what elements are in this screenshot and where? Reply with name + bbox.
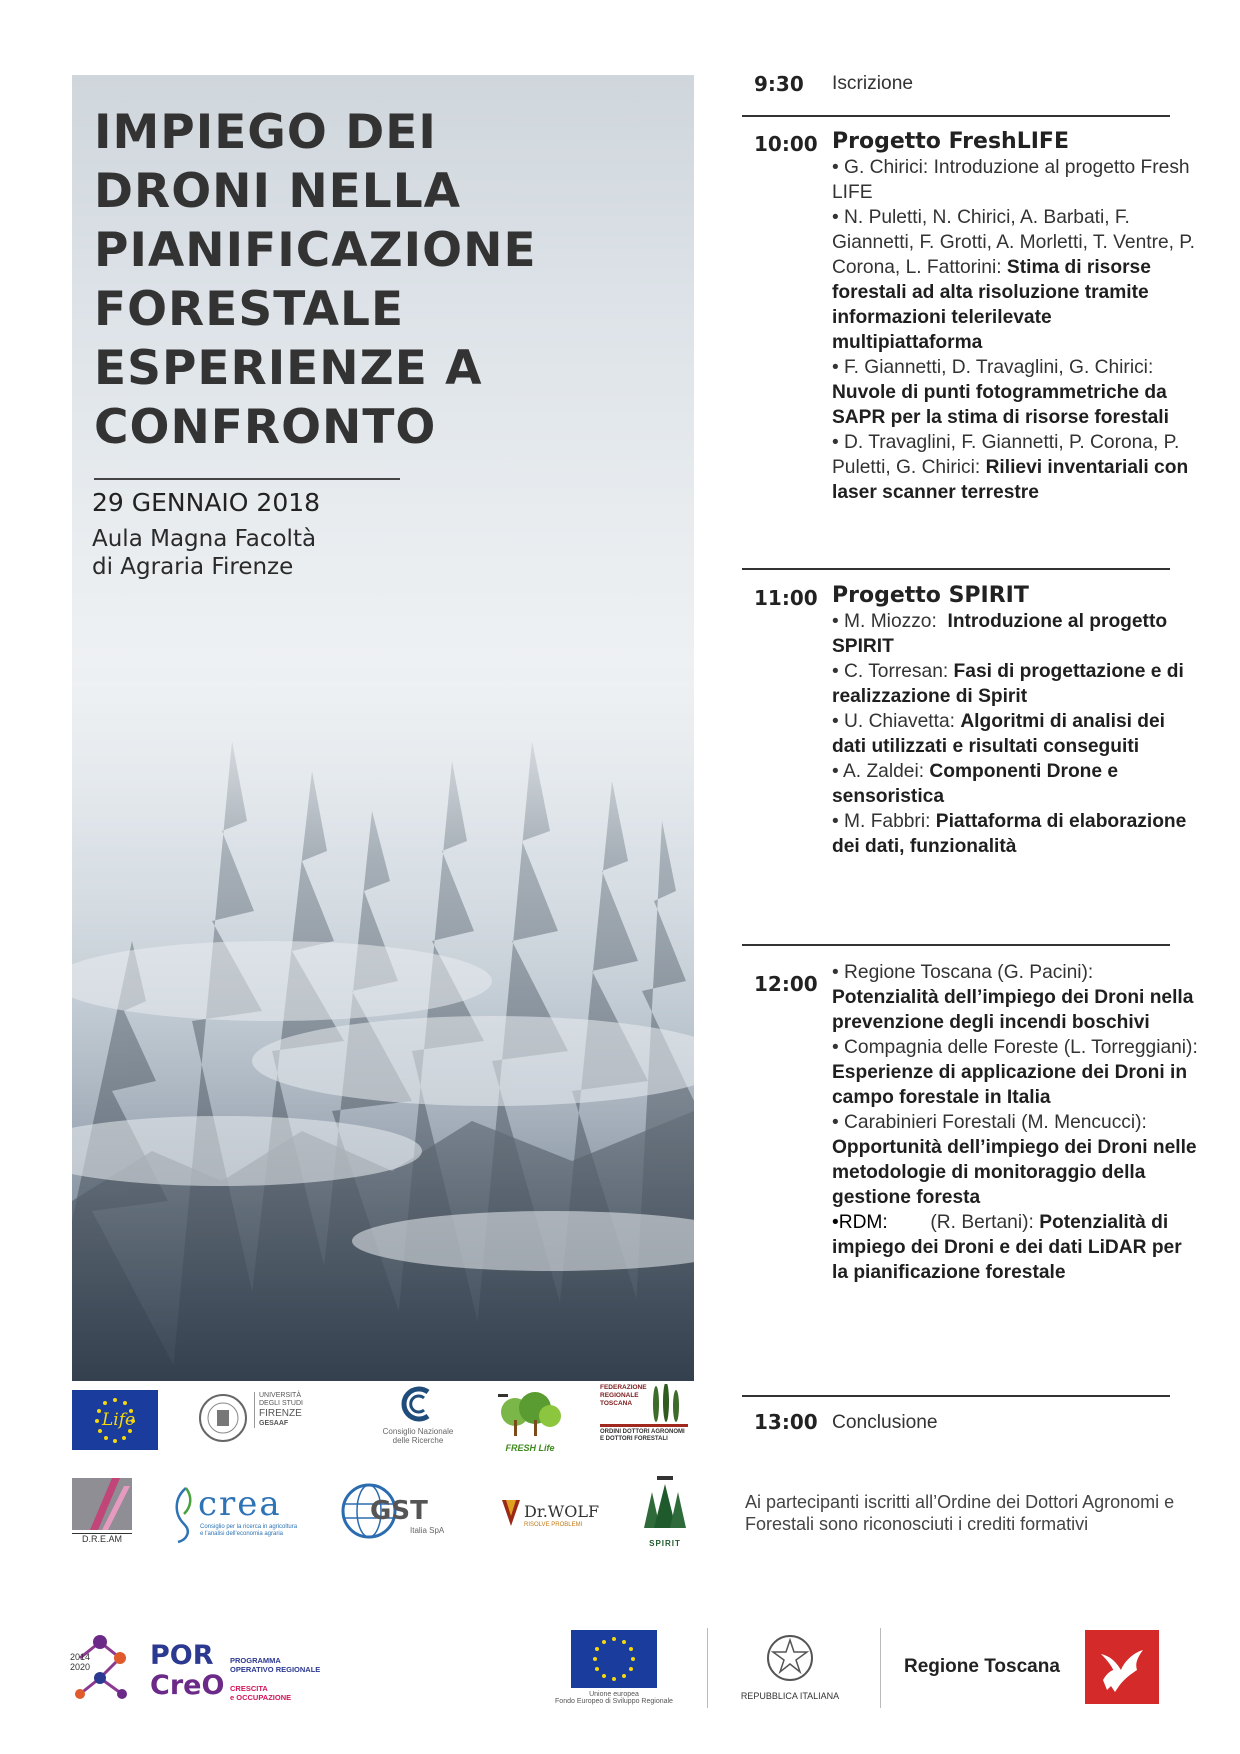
talk-item: • G. Chirici: Introduzione al progetto Fresh LIFE <box>832 157 1190 203</box>
title-divider <box>94 478 400 480</box>
slot-time: 9:30 <box>754 72 804 96</box>
talk-item: • U. Chiavetta: Algoritmi di analisi dei dati utilizzati e risultati conseguiti <box>832 711 1166 757</box>
slot-text: Iscrizione <box>832 73 914 94</box>
hero-panel <box>72 75 694 1381</box>
pegasus-icon <box>1085 1630 1159 1704</box>
divider <box>742 1395 1170 1397</box>
divider <box>742 944 1170 946</box>
talk-item: • N. Puletti, N. Chirici, A. Barbati, F. Giannetti, F. Grotti, A. Morletti, T. Ventre, P. Corona, L. Fattorini: Stima di risorse forestali ad alta risoluzione tramite informazioni telerilevate multipiattaforma <box>832 207 1195 353</box>
misty-forest-image <box>72 681 694 1381</box>
university-seal-icon <box>198 1388 248 1448</box>
logo-crea: crea Consiglio per la ricerca in agricoltura e l'analisi dell'economia agraria <box>170 1484 300 1548</box>
event-title: IMPIEGO DEI DRONI NELLA PIANIFICAZIONE FORESTALE ESPERIENZE A CONFRONTO <box>94 105 537 455</box>
logo-life: Life <box>72 1390 158 1450</box>
talk-item: • Compagnia delle Foreste (L. Torreggiani): Esperienze di applicazione dei Droni in campo forestale in Italia <box>832 1037 1198 1108</box>
talk-item: • M. Fabbri: Piattaforma di elaborazione dei dati, funzionalità <box>832 811 1187 857</box>
slot-body <box>832 960 1202 1285</box>
logo-freshlife: FRESH Life <box>490 1390 570 1452</box>
divider <box>742 115 1170 117</box>
logo-federazione: FEDERAZIONE REGIONALE TOSCANA ORDINI DOTTORI AGRONOMI E DOTTORI FORESTALI <box>600 1384 688 1454</box>
footer-divider <box>880 1628 881 1708</box>
talk-item: • Carabinieri Forestali (M. Mencucci): Opportunità dell’impiego dei Droni nelle metodologie di monitoraggio della gestione foresta <box>832 1112 1197 1208</box>
logo-unifi: UNIVERSITÀ DEGLI STUDI FIRENZE GESAAF <box>198 1388 328 1452</box>
toscana-pegasus-logo <box>1085 1630 1159 1704</box>
credits-note: Ai partecipanti iscritti all’Ordine dei Dottori Agronomi e Forestali sono riconosciuti i crediti formativi <box>745 1492 1175 1534</box>
logo-dream: D.R.E.AM <box>72 1478 132 1542</box>
cypress-trees-icon <box>646 1384 686 1424</box>
talk-item: • M. Miozzo: Introduzione al progetto SPIRIT <box>832 611 1168 657</box>
regione-toscana-label: Regione Toscana <box>904 1656 1060 1677</box>
logo-gst: GST Italia SpA <box>340 1482 460 1546</box>
slot-body <box>832 128 1202 505</box>
trees-icon <box>490 1390 570 1440</box>
talk-item: • F. Giannetti, D. Travaglini, G. Chirici: Nuvole di punti fotogrammetriche da SAPR per la stima di risorse forestali <box>832 357 1169 428</box>
por-creo-logo: 2014 2020 POR CreO PROGRAMMA OPERATIVO REGIONALE CRESCITA e OCCUPAZIONE <box>70 1628 340 1708</box>
session-heading: Progetto SPIRIT <box>832 583 1029 608</box>
talk-item: • D. Travaglini, F. Giannetti, P. Corona, P. Puletti, G. Chirici: Rilievi inventariali con laser scanner terrestre <box>832 432 1189 503</box>
slot-time: 11:00 <box>754 586 818 610</box>
dream-mark-icon <box>72 1478 132 1530</box>
event-date: 29 GENNAIO 2018 <box>92 488 321 517</box>
talk-item: • A. Zaldei: Componenti Drone e sensoristica <box>832 761 1119 807</box>
event-venue: Aula Magna Facoltà di Agraria Firenze <box>92 526 317 580</box>
repubblica-logo: REPUBBLICA ITALIANA <box>730 1630 850 1710</box>
logo-spirit: SPIRIT <box>640 1476 690 1548</box>
logo-drwolf: Dr.WOLF RISOLVE PROBLEMI <box>502 1500 602 1540</box>
eu-flag-icon <box>571 1630 657 1688</box>
session-heading: Progetto FreshLIFE <box>832 129 1069 154</box>
talk-item: •RDM: (R. Bertani): Potenzialità di impiego dei Droni e dei dati LiDAR per la pianificazione forestale <box>832 1212 1182 1283</box>
logo-cnr: Consiglio Nazionale delle Ricerche <box>368 1384 468 1454</box>
footer-divider <box>707 1628 708 1708</box>
cnr-mark-icon <box>398 1384 438 1424</box>
divider <box>742 568 1170 570</box>
slot-time: 10:00 <box>754 132 818 156</box>
eu-fesr-logo: Unione europea Fondo Europeo di Sviluppo Regionale <box>544 1630 684 1710</box>
slot-body <box>832 582 1202 859</box>
wolf-mark-icon <box>502 1500 520 1526</box>
crea-leaf-icon <box>170 1484 196 1544</box>
slot-time: 13:00 <box>754 1410 818 1434</box>
talk-item: • C. Torresan: Fasi di progettazione e di realizzazione di Spirit <box>832 661 1184 707</box>
slot-time: 12:00 <box>754 972 818 996</box>
emblem-icon <box>765 1630 815 1688</box>
slot-text: Conclusione <box>832 1412 938 1433</box>
talk-item: • Regione Toscana (G. Pacini): Potenzialità dell’impiego dei Droni nella prevenzione degli incendi boschivi <box>832 962 1194 1033</box>
spirit-trees-icon <box>640 1476 690 1536</box>
